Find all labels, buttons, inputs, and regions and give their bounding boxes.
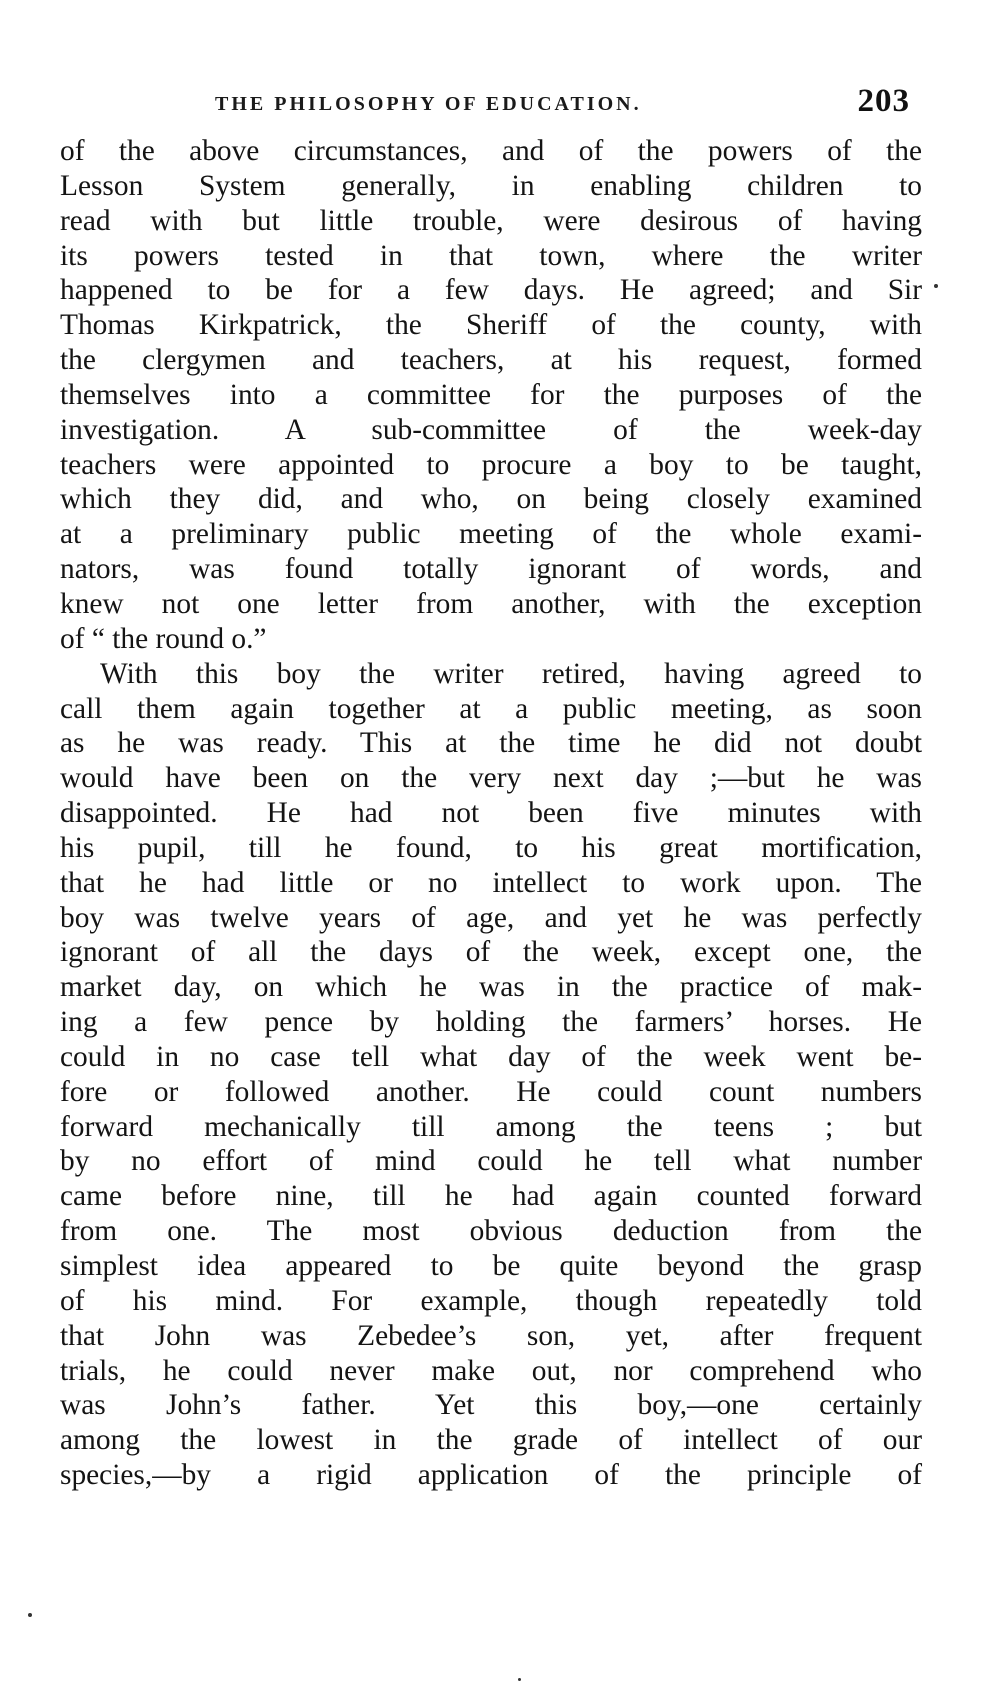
running-title: THE PHILOSOPHY OF EDUCATION.	[215, 93, 642, 115]
text-line: happened to be for a few days. He agreed; and Sir	[60, 274, 922, 307]
text-line: came before nine, till he had again counted forward	[60, 1180, 922, 1213]
body-text	[60, 134, 922, 1493]
text-line: market day, on which he was in the practice of mak-	[60, 971, 922, 1004]
text-line: fore or followed another. He could count numbers	[60, 1075, 922, 1108]
text-line: which they did, and who, on being closely examined	[60, 483, 922, 516]
text-line: knew not one letter from another, with the exception	[60, 587, 922, 620]
text-line: of “ the round o.”	[60, 622, 267, 655]
text-line: at a preliminary public meeting of the whole exami-	[60, 518, 922, 551]
text-line: nators, was found totally ignorant of words, and	[60, 553, 922, 586]
text-line: trials, he could never make out, nor comprehend who	[60, 1354, 922, 1387]
text-line: its powers tested in that town, where the writer	[60, 239, 922, 272]
text-line: simplest idea appeared to be quite beyond the grasp	[60, 1250, 922, 1282]
text-line: call them again together at a public meeting, as soon	[60, 692, 922, 725]
text-line: read with but little trouble, were desirous of having	[60, 204, 922, 237]
text-line: his pupil, till he found, to his great mortification,	[60, 831, 922, 864]
ink-speck	[518, 1678, 521, 1681]
text-line: boy was twelve years of age, and yet he was perfectly	[60, 901, 922, 934]
text-line: themselves into a committee for the purposes of the	[60, 378, 922, 411]
text-line: from one. The most obvious deduction from the	[60, 1215, 922, 1248]
text-line: teachers were appointed to procure a boy to be taught,	[60, 448, 922, 481]
paragraph	[60, 134, 922, 657]
text-line: species,—by a rigid application of the principle of	[60, 1459, 922, 1492]
text-line: disappointed. He had not been five minutes with	[60, 797, 922, 830]
page-number: 203	[857, 83, 910, 119]
text-line: would have been on the very next day ;—but he was	[60, 762, 922, 795]
text-line: was John’s father. Yet this boy,—one certainly	[60, 1389, 922, 1422]
text-line: With this boy the writer retired, having agreed to	[100, 657, 922, 690]
text-line: by no effort of mind could he tell what number	[60, 1145, 922, 1178]
text-line: among the lowest in the grade of intellect of our	[60, 1424, 922, 1457]
ink-speck	[28, 1613, 32, 1617]
text-line: of his mind. For example, though repeatedly told	[60, 1284, 922, 1317]
running-header	[60, 80, 920, 120]
text-line: of the above circumstances, and of the powers of the	[60, 135, 922, 167]
text-line: Lesson System generally, in enabling children to	[60, 169, 922, 202]
text-line: that he had little or no intellect to work upon. The	[60, 866, 922, 899]
text-line: Thomas Kirkpatrick, the Sheriff of the county, with	[60, 309, 922, 342]
text-line: ing a few pence by holding the farmers’ horses. He	[60, 1006, 922, 1039]
text-line: ignorant of all the days of the week, except one, the	[60, 936, 922, 969]
text-line: could in no case tell what day of the week went be-	[60, 1040, 922, 1073]
ink-speck	[934, 284, 938, 288]
text-line: the clergymen and teachers, at his request, formed	[60, 344, 922, 377]
text-line: forward mechanically till among the teens ; but	[60, 1110, 922, 1143]
text-line: as he was ready. This at the time he did not doubt	[60, 727, 922, 760]
paragraph	[60, 657, 922, 1493]
text-line: investigation. A sub-committee of the week-day	[60, 413, 922, 446]
text-line: that John was Zebedee’s son, yet, after frequent	[60, 1319, 922, 1352]
